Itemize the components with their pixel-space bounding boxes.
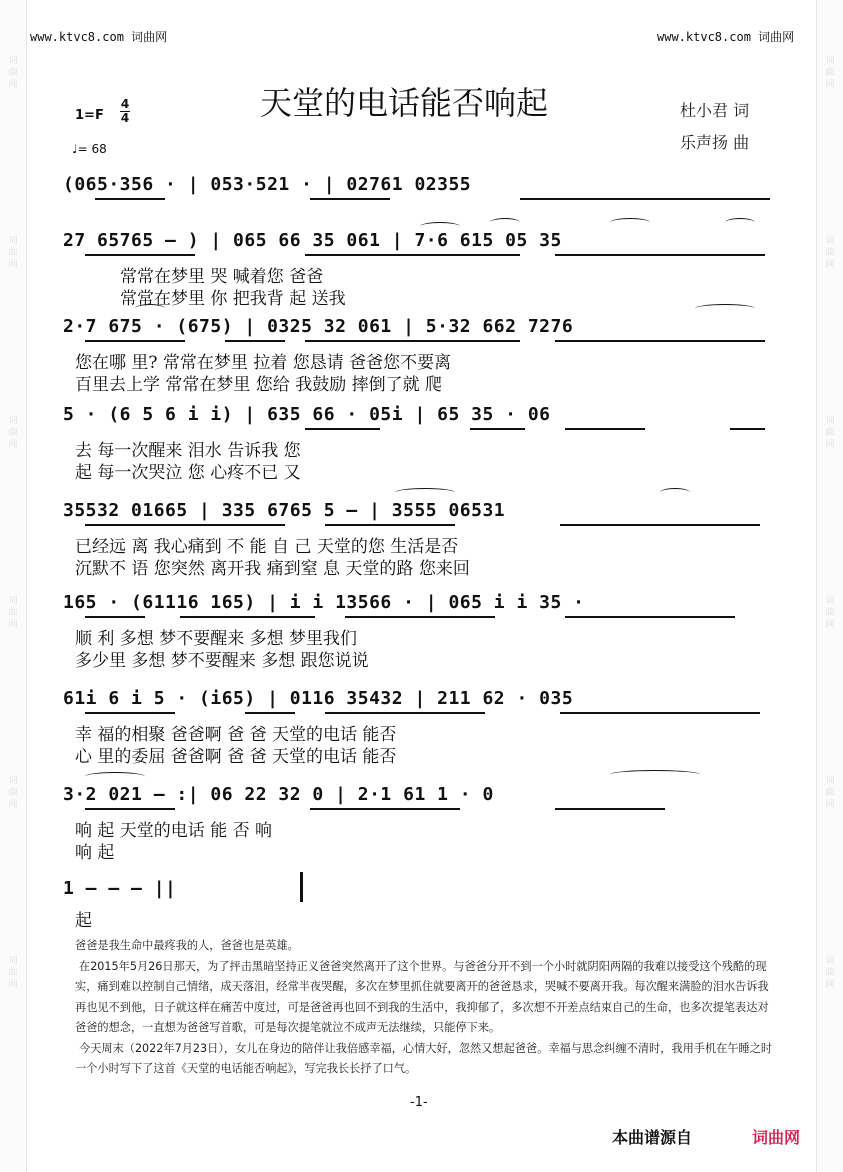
beam-underline	[85, 712, 175, 714]
lyric-verse-1: 已经远 离 我心痛到 不 能 自 己 天堂的您 生活是否	[75, 537, 459, 557]
lyric-verse-1: 顺 利 多想 梦不要醒来 多想 梦里我们	[75, 629, 358, 649]
slur-arc	[85, 772, 145, 781]
watermark-glyph: 词 曲 网	[825, 956, 835, 990]
lyric-verse-2: 沉默不 语 您突然 离开我 痛到窒 息 天堂的路 您来回	[75, 559, 470, 579]
beam-underline	[345, 616, 495, 618]
notation-line: 27 65765 – ) | 065 66 35 061 | 7·6 615 05 35	[63, 230, 562, 251]
notation-line: 35532 01665 | 335 6765 5 – | 3555 06531	[63, 500, 506, 521]
lyric-verse-1: 去 每一次醒来 泪水 告诉我 您	[75, 441, 301, 461]
notation-line: 61i 6 i 5 · (i65) | 0116 35432 | 211 62 · 035	[63, 688, 574, 709]
beam-underline	[305, 340, 520, 342]
beam-underline	[85, 808, 175, 810]
score-row-6	[63, 592, 585, 613]
watermark-glyph: 词 曲 网	[825, 776, 835, 810]
left-watermark-strip	[0, 0, 27, 1172]
notation-line: 3·2 021 – :| 06 22 32 0 | 2·1 61 1 · 0	[63, 784, 494, 805]
beam-underline	[85, 254, 195, 256]
beam-underline	[565, 616, 735, 618]
beam-underline	[325, 524, 455, 526]
score-row-9	[63, 878, 176, 899]
beam-underline	[305, 428, 380, 430]
slur-arc	[695, 304, 755, 313]
site-header-left[interactable]: www.ktvc8.com 词曲网	[30, 30, 168, 44]
beam-underline	[310, 808, 460, 810]
lyric-verse-2: 心 里的委屈 爸爸啊 爸 爸 天堂的电话 能否	[75, 747, 397, 767]
beam-underline	[305, 254, 520, 256]
beam-underline	[555, 254, 765, 256]
score-row-5	[63, 500, 505, 521]
beam-underline	[85, 616, 145, 618]
key-signature: 1=F	[75, 108, 104, 123]
tempo-marking	[72, 142, 107, 156]
slur-arc	[395, 488, 455, 497]
story-paragraph-1: 爸爸是我生命中最疼我的人，爸爸也是英雄。	[75, 939, 299, 952]
beam-underline	[555, 808, 665, 810]
lyric-verse-1: 幸 福的相聚 爸爸啊 爸 爸 天堂的电话 能否	[75, 725, 397, 745]
beam-underline	[730, 428, 765, 430]
watermark-glyph: 词 曲 网	[8, 956, 18, 990]
source-site-link[interactable]: 词曲网	[752, 1128, 801, 1147]
beam-underline	[565, 428, 645, 430]
watermark-glyph: 词 曲 网	[8, 596, 18, 630]
score-row-3	[63, 316, 573, 337]
slur-arc	[420, 222, 460, 231]
final-barline	[300, 872, 303, 902]
right-watermark-strip	[816, 0, 843, 1172]
lyric-verse-1: 起	[75, 911, 92, 931]
story-paragraph-2: 在2015年5月26日那天，为了抨击黑暗坚持正义爸爸突然离开了这个世界。与爸爸分开不到一个小时就阴阳两隔的我难以接受这个残酷的现实，痛到难以控制自己情绪，成天落泪，经常半夜哭醒，多次在梦里抓住就要离开的爸爸恳求，哭喊不要离开我。每次醒来满脸的泪水告诉我再也见不到他，日子就这样在痛苦中度过，可是爸爸再也回不到我的生活中，我抑郁了，多次想不开差点结束自己的生命，也多次提笔表达对爸爸的想念，一直想为爸爸写首歌，可是每次提笔就泣不成声无法继续，只能停下来。	[75, 959, 769, 1034]
beam-underline	[470, 428, 525, 430]
beam-underline	[560, 524, 760, 526]
lyric-verse-2: 常常在梦里 你 把我背 起 送我	[120, 289, 346, 309]
song-title: 天堂的电话能否响起	[260, 84, 549, 122]
slur-arc	[490, 218, 520, 227]
beam-underline	[85, 524, 285, 526]
beam-underline	[180, 616, 315, 618]
watermark-glyph: 词 曲 网	[825, 236, 835, 270]
beam-underline	[310, 198, 390, 200]
watermark-glyph: 词 曲 网	[8, 416, 18, 450]
slur-arc	[725, 218, 755, 227]
source-label: 本曲谱源自	[612, 1128, 693, 1147]
lyric-verse-2: 百里去上学 常常在梦里 您给 我鼓励 摔倒了就 爬	[75, 375, 443, 395]
slur-arc	[660, 488, 690, 497]
score-row-8	[63, 784, 494, 805]
score-row-2	[63, 230, 562, 251]
watermark-glyph: 词 曲 网	[8, 56, 18, 90]
notation-line: 165 · (61116 165) | i i 13566 · | 065 i i 35 ·	[63, 592, 585, 613]
notation-line: 2·7 675 · (675) | 0325 32 061 | 5·32 662 7276	[63, 316, 574, 337]
beam-underline	[95, 198, 165, 200]
beam-underline	[225, 340, 285, 342]
watermark-glyph: 词 曲 网	[825, 56, 835, 90]
time-denominator: 4	[120, 111, 130, 125]
lyric-verse-1: 响 起 天堂的电话 能 否 响	[75, 821, 273, 841]
notation-line: 1 – – – ||	[63, 878, 177, 899]
lyric-verse-1: 常常在梦里 哭 喊着您 爸爸	[120, 267, 324, 287]
page-number: -1-	[410, 1095, 428, 1110]
beam-underline	[85, 340, 185, 342]
site-header-right[interactable]: www.ktvc8.com 词曲网	[657, 30, 795, 44]
watermark-glyph: 词 曲 网	[825, 416, 835, 450]
watermark-glyph: 词 曲 网	[8, 776, 18, 810]
time-numerator: 4	[120, 97, 130, 111]
slur-arc	[610, 770, 700, 779]
tempo-value: = 68	[77, 142, 107, 156]
time-signature	[120, 98, 130, 125]
score-row-4	[63, 404, 551, 425]
lyric-verse-2: 响 起	[75, 843, 115, 863]
beam-underline	[245, 712, 295, 714]
story-paragraph-3: 今天周末（2022年7月23日），女儿在身边的陪伴让我倍感幸福，心情大好，忽然又想起爸爸。幸福与思念纠缠不清时，我用手机在午睡之时一个小时写下了这首《天堂的电话能否响起》，写完我长长抒了口气。	[75, 1041, 773, 1075]
lyricist-credit: 杜小君 词	[680, 101, 750, 120]
beam-underline	[325, 712, 485, 714]
notation-line: 5 · (6 5 6 i i) | 635 66 · 05i | 65 35 · 06	[63, 404, 551, 425]
beam-underline	[555, 340, 765, 342]
beam-underline	[560, 712, 760, 714]
notation-line: (065·356 · | 053·521 · | 02761 02355	[63, 174, 472, 195]
beam-underline	[520, 198, 770, 200]
score-row-7	[63, 688, 573, 709]
quarter-note-icon: ♩	[72, 142, 78, 156]
slur-arc	[610, 218, 650, 227]
lyric-verse-2: 起 每一次哭泣 您 心疼不已 又	[75, 463, 301, 483]
lyric-verse-2: 多少里 多想 梦不要醒来 多想 跟您说说	[75, 651, 369, 671]
story-text	[75, 936, 775, 1080]
slur-arc	[135, 304, 165, 313]
watermark-glyph: 词 曲 网	[8, 236, 18, 270]
score-row-1	[63, 174, 471, 195]
lyric-verse-1: 您在哪 里? 常常在梦里 拉着 您恳请 爸爸您不要离	[75, 353, 452, 373]
composer-credit: 乐声扬 曲	[680, 133, 750, 152]
watermark-glyph: 词 曲 网	[825, 596, 835, 630]
